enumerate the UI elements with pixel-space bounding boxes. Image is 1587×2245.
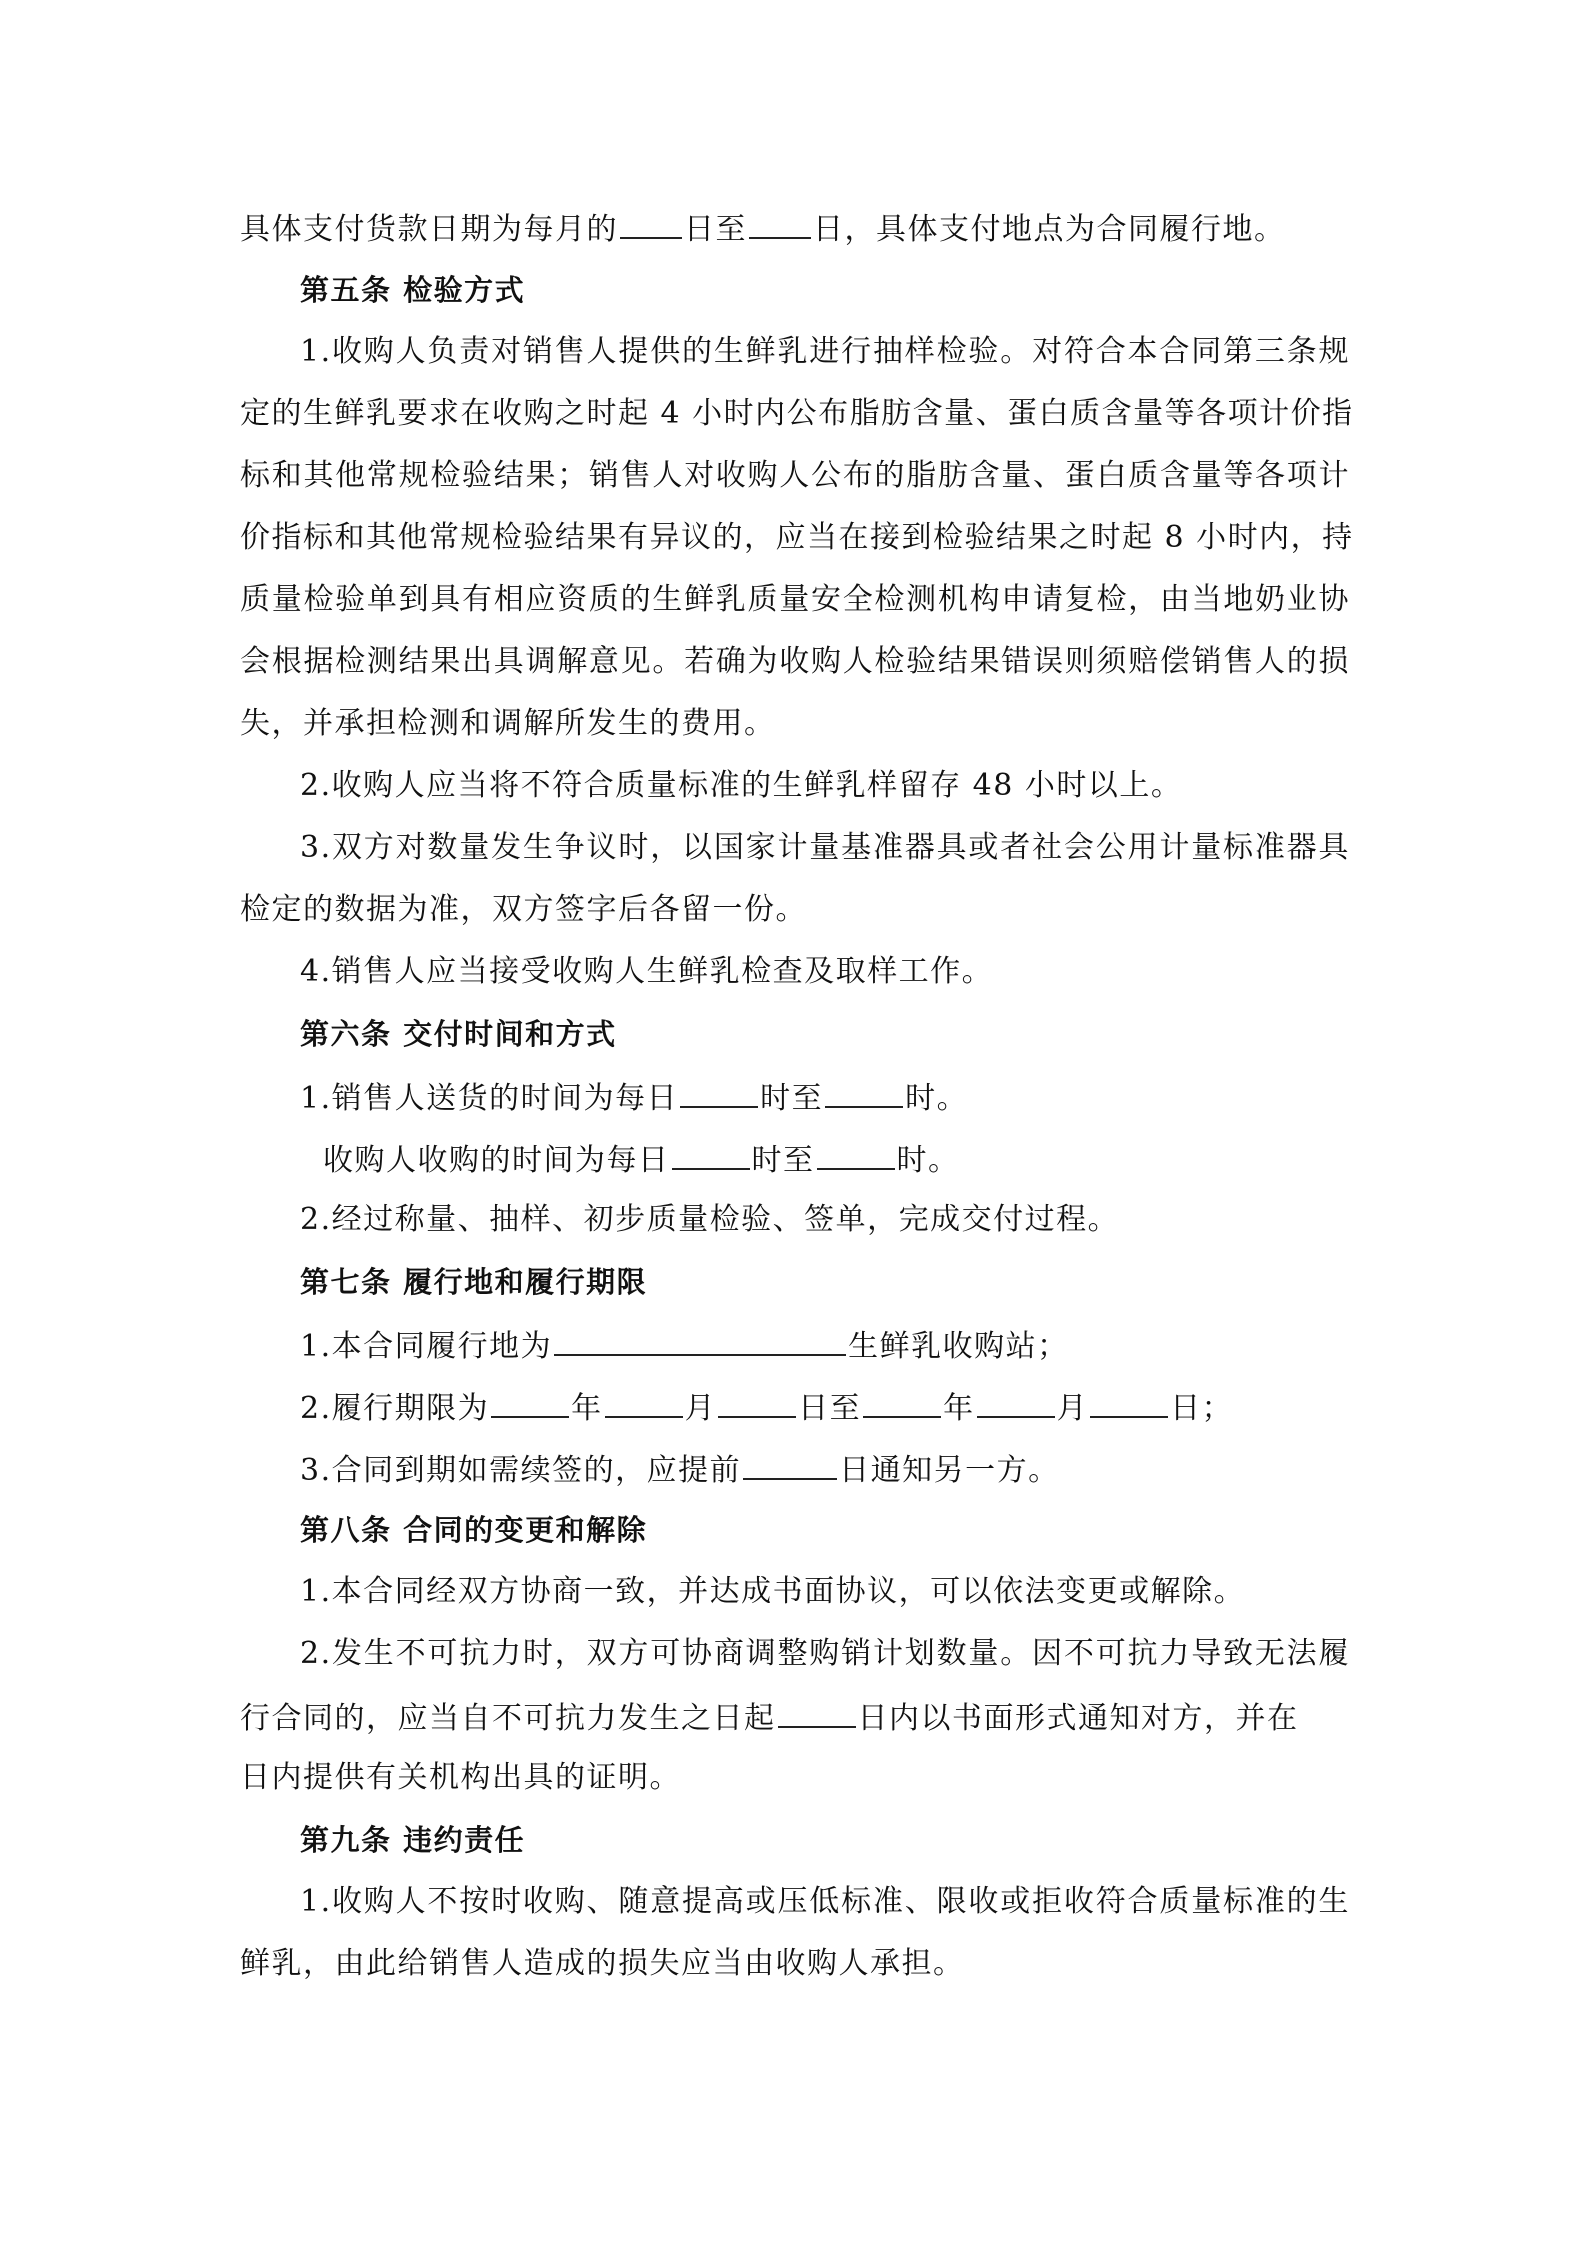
text-segment: 年 [943, 1391, 975, 1426]
article-5-clause-4: 4.销售人应当接受收购人生鲜乳检查及取样工作。 [300, 954, 994, 989]
article-9-clause-1-line-1: 1.收购人不按时收购、随意提高或压低标准、限收或拒收符合质量标准的生 [300, 1884, 1350, 1919]
text-segment: 生鲜乳收购站； [848, 1329, 1069, 1364]
article-6-clause-1-delivery [300, 1076, 968, 1116]
article-5-clause-1-line-2: 定的生鲜乳要求在收购之时起 4 小时内公布脂肪含量、蛋白质含量等各项计价指 [240, 396, 1354, 431]
text-segment: 收购人收购的时间为每日 [323, 1143, 670, 1178]
blank-field[interactable] [554, 1324, 846, 1356]
article-5-clause-1-line-5: 质量检验单到具有相应资质的生鲜乳质量安全检测机构申请复检，由当地奶业协 [240, 582, 1350, 617]
blank-field[interactable] [863, 1386, 941, 1418]
text-segment: 时至 [760, 1081, 824, 1116]
article-5-clause-1-line-4: 价指标和其他常规检验结果有异议的，应当在接到检验结果之时起 8 小时内，持 [240, 520, 1354, 555]
blank-field[interactable] [817, 1138, 895, 1170]
article-5-clause-3-line-2: 检定的数据为准，双方签字后各留一份。 [240, 892, 807, 927]
article-5-clause-1-line-6: 会根据检测结果出具调解意见。若确为收购人检验结果错误则须赔偿销售人的损 [240, 644, 1350, 679]
article-8-clause-2-line-2 [240, 1696, 1299, 1736]
text-segment: 时至 [751, 1143, 815, 1178]
article-5-clause-1-line-1: 1.收购人负责对销售人提供的生鲜乳进行抽样检验。对符合本合同第三条规 [300, 334, 1350, 369]
article-5-clause-1-line-7: 失，并承担检测和调解所发生的费用。 [240, 706, 776, 741]
payment-date-line [240, 207, 1286, 247]
article-8-heading: 第八条 合同的变更和解除 [300, 1513, 648, 1547]
article-5-heading: 第五条 检验方式 [300, 273, 526, 307]
article-7-heading: 第七条 履行地和履行期限 [300, 1265, 648, 1299]
article-6-heading: 第六条 交付时间和方式 [300, 1017, 617, 1051]
text-segment: 日，具体支付地点为合同履行地。 [813, 212, 1286, 247]
text-segment: 1.本合同履行地为 [300, 1329, 553, 1364]
text-segment: 时。 [905, 1081, 969, 1116]
text-segment: 日至 [798, 1391, 862, 1426]
text-segment: 日； [1170, 1391, 1234, 1426]
blank-field[interactable] [1090, 1386, 1168, 1418]
blank-field[interactable] [680, 1076, 758, 1108]
article-9-heading: 第九条 违约责任 [300, 1823, 526, 1857]
text-segment: 2.履行期限为 [300, 1391, 490, 1426]
article-9-clause-1-line-2: 鲜乳，由此给销售人造成的损失应当由收购人承担。 [240, 1946, 965, 1981]
article-8-clause-2-line-1: 2.发生不可抗力时，双方可协商调整购销计划数量。因不可抗力导致无法履 [300, 1636, 1350, 1671]
text-segment: 时。 [896, 1143, 960, 1178]
blank-field[interactable] [825, 1076, 903, 1108]
article-5-clause-2: 2.收购人应当将不符合质量标准的生鲜乳样留存 48 小时以上。 [300, 768, 1183, 803]
text-segment: 日通知另一方。 [839, 1453, 1060, 1488]
article-7-clause-2 [300, 1386, 1233, 1426]
blank-field[interactable] [672, 1138, 750, 1170]
blank-field[interactable] [620, 207, 682, 239]
text-segment: 月 [1056, 1391, 1089, 1426]
blank-field[interactable] [778, 1696, 856, 1728]
article-5-clause-3-line-1: 3.双方对数量发生争议时，以国家计量基准器具或者社会公用计量标准器具 [300, 830, 1350, 865]
blank-field[interactable] [605, 1386, 683, 1418]
text-segment: 年 [571, 1391, 603, 1426]
article-7-clause-3 [300, 1448, 1060, 1488]
article-8-clause-2-line-3: 日内提供有关机构出具的证明。 [240, 1760, 681, 1795]
article-8-clause-1: 1.本合同经双方协商一致，并达成书面协议，可以依法变更或解除。 [300, 1574, 1246, 1609]
article-7-clause-1 [300, 1324, 1069, 1364]
blank-field[interactable] [977, 1386, 1055, 1418]
text-segment: 日内以书面形式通知对方，并在 [857, 1701, 1299, 1736]
article-6-clause-1-purchase [323, 1138, 960, 1178]
text-segment: 具体支付货款日期为每月的 [240, 212, 618, 247]
text-segment: 月 [684, 1391, 717, 1426]
blank-field[interactable] [718, 1386, 796, 1418]
blank-field[interactable] [491, 1386, 569, 1418]
article-5-clause-1-line-3: 标和其他常规检验结果；销售人对收购人公布的脂肪含量、蛋白质含量等各项计 [240, 458, 1350, 493]
text-segment: 3.合同到期如需续签的，应提前 [300, 1453, 742, 1488]
blank-field[interactable] [749, 207, 811, 239]
blank-field[interactable] [743, 1448, 837, 1480]
article-6-clause-2: 2.经过称量、抽样、初步质量检验、签单，完成交付过程。 [300, 1202, 1120, 1237]
text-segment: 日至 [684, 212, 747, 247]
text-segment: 行合同的，应当自不可抗力发生之日起 [240, 1701, 776, 1736]
text-segment: 1.销售人送货的时间为每日 [300, 1081, 679, 1116]
